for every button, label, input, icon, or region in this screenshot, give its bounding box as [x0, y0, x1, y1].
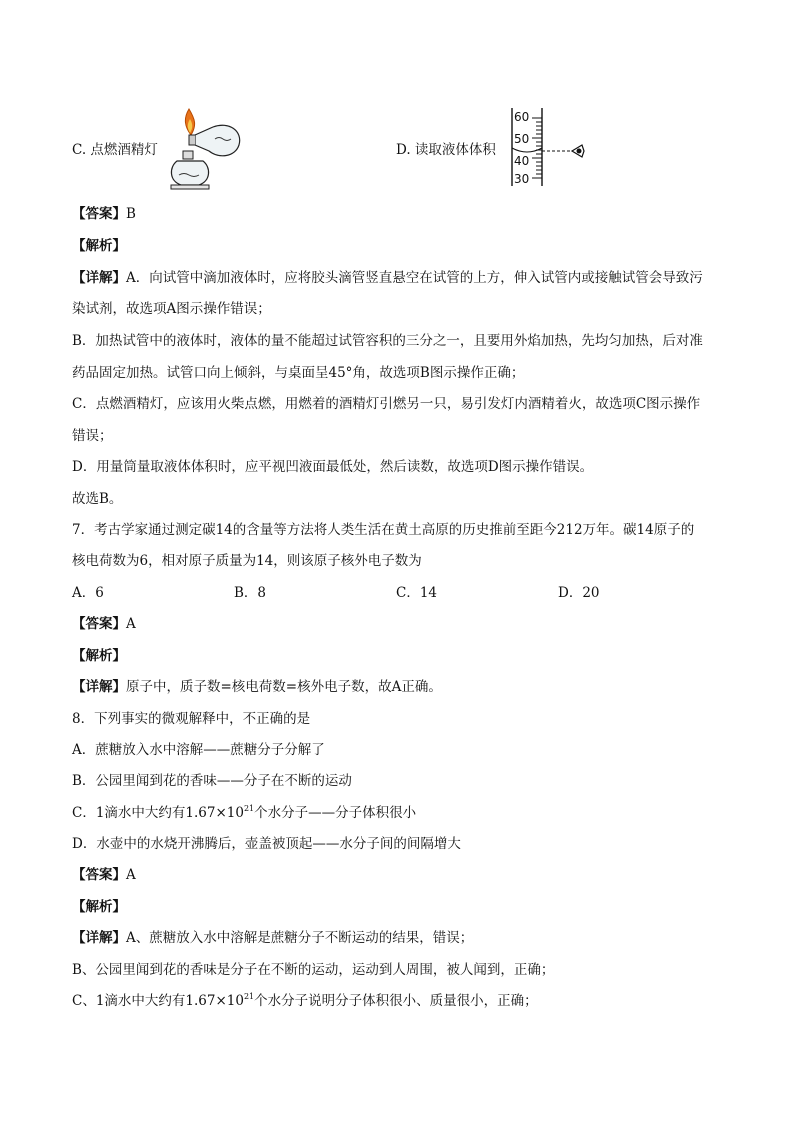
answer-tag: 【答案】	[72, 206, 126, 222]
detail-tag: 【详解】	[72, 270, 126, 286]
q7-option-c: C．14	[396, 585, 438, 601]
lighting-alcohol-lamp-figure	[165, 105, 250, 193]
q7-option-b: B．8	[234, 585, 267, 601]
q7-stem-line-2: 核电荷数为6，相对原子质量为14，则该原子核外电子数为	[72, 553, 422, 569]
q6-conclusion: 故选B。	[72, 491, 123, 507]
q7-option-d: D．20	[558, 585, 600, 601]
q7-stem-line-1: 7．考古学家通过测定碳14的含量等方法将人类生活在黄土高原的历史推前至距今212万年。碳14原子的	[72, 522, 695, 538]
q8-stem: 8．下列事实的微观解释中，不正确的是	[72, 711, 311, 727]
q7-analysis-tag: 【解析】	[72, 648, 126, 664]
exponent: 21	[243, 804, 255, 813]
q6-detail-line-2: 染试剂，故选项A图示操作错误；	[72, 301, 271, 317]
answer-tag: 【答案】	[72, 616, 126, 632]
detail-text: C、1滴水中大约有1.67×10	[72, 993, 244, 1009]
cylinder-mark-30: 30	[514, 172, 530, 186]
detail-text: A、蔗糖放入水中溶解是蔗糖分子不断运动的结果，错误；	[126, 930, 474, 946]
q8-option-a: A．蔗糖放入水中溶解——蔗糖分子分解了	[72, 742, 325, 758]
q7-option-a: A．6	[72, 585, 104, 601]
q8-detail-b: B、公园里闻到花的香味是分子在不断的运动，运动到人周围，被人闻到，正确；	[72, 962, 555, 978]
q6-detail-line-7: D．用量筒量取液体体积时，应平视凹液面最低处，然后读数，故选项D图示操作错误。	[72, 459, 594, 475]
q6-detail-line-4: 药品固定加热。试管口向上倾斜，与桌面呈45°角，故选项B图示操作正确；	[72, 365, 525, 381]
q8-option-d: D．水壶中的水烧开沸腾后，壶盖被顶起——水分子间的间隔增大	[72, 836, 461, 852]
q6-detail-line-3: B．加热试管中的液体时，液体的量不能超过试管容积的三分之一，且要用外焰加热，先均匀加热，后对准	[72, 333, 703, 349]
q8-detail-c	[72, 992, 538, 1010]
detail-text: A．向试管中滴加液体时，应将胶头滴管竖直悬空在试管的上方，伸入试管内或接触试管会导致污	[126, 270, 703, 286]
detail-text: 原子中，质子数=核电荷数=核外电子数，故A正确。	[126, 679, 442, 695]
detail-tag: 【详解】	[72, 930, 126, 946]
q8-option-b: B．公园里闻到花的香味——分子在不断的运动	[72, 773, 352, 789]
detail-text-rest: 个水分子说明分子体积很小、质量很小，正确；	[254, 993, 538, 1009]
q6-answer	[72, 205, 136, 223]
q7-answer	[72, 615, 136, 633]
cylinder-mark-50: 50	[514, 132, 530, 146]
option-d-text: D. 读取液体体积	[396, 142, 496, 158]
cylinder-mark-40: 40	[514, 154, 530, 168]
answer-value: A	[126, 616, 136, 632]
q8-answer	[72, 866, 136, 884]
q8-detail-a	[72, 929, 473, 947]
q6-detail-line-5: C．点燃酒精灯，应该用火柴点燃，用燃着的酒精灯引燃另一只，易引发灯内酒精着火，故选项C图示操作	[72, 396, 701, 412]
answer-tag: 【答案】	[72, 867, 126, 883]
option-text: C．1滴水中大约有1.67×10	[72, 805, 244, 821]
q6-analysis-tag: 【解析】	[72, 238, 126, 254]
exponent: 21	[243, 992, 255, 1001]
answer-value: B	[126, 206, 136, 222]
detail-tag: 【详解】	[72, 679, 126, 695]
q6-detail-line-6: 错误；	[72, 428, 113, 444]
answer-value: A	[126, 867, 136, 883]
option-text-rest: 个水分子——分子体积很小	[254, 805, 417, 821]
q7-detail	[72, 678, 442, 696]
q8-analysis-tag: 【解析】	[72, 899, 126, 915]
q6-detail-line-1	[72, 269, 703, 287]
option-c-text: C. 点燃酒精灯	[72, 142, 158, 158]
cylinder-mark-60: 60	[514, 110, 530, 124]
q8-option-c	[72, 804, 416, 822]
